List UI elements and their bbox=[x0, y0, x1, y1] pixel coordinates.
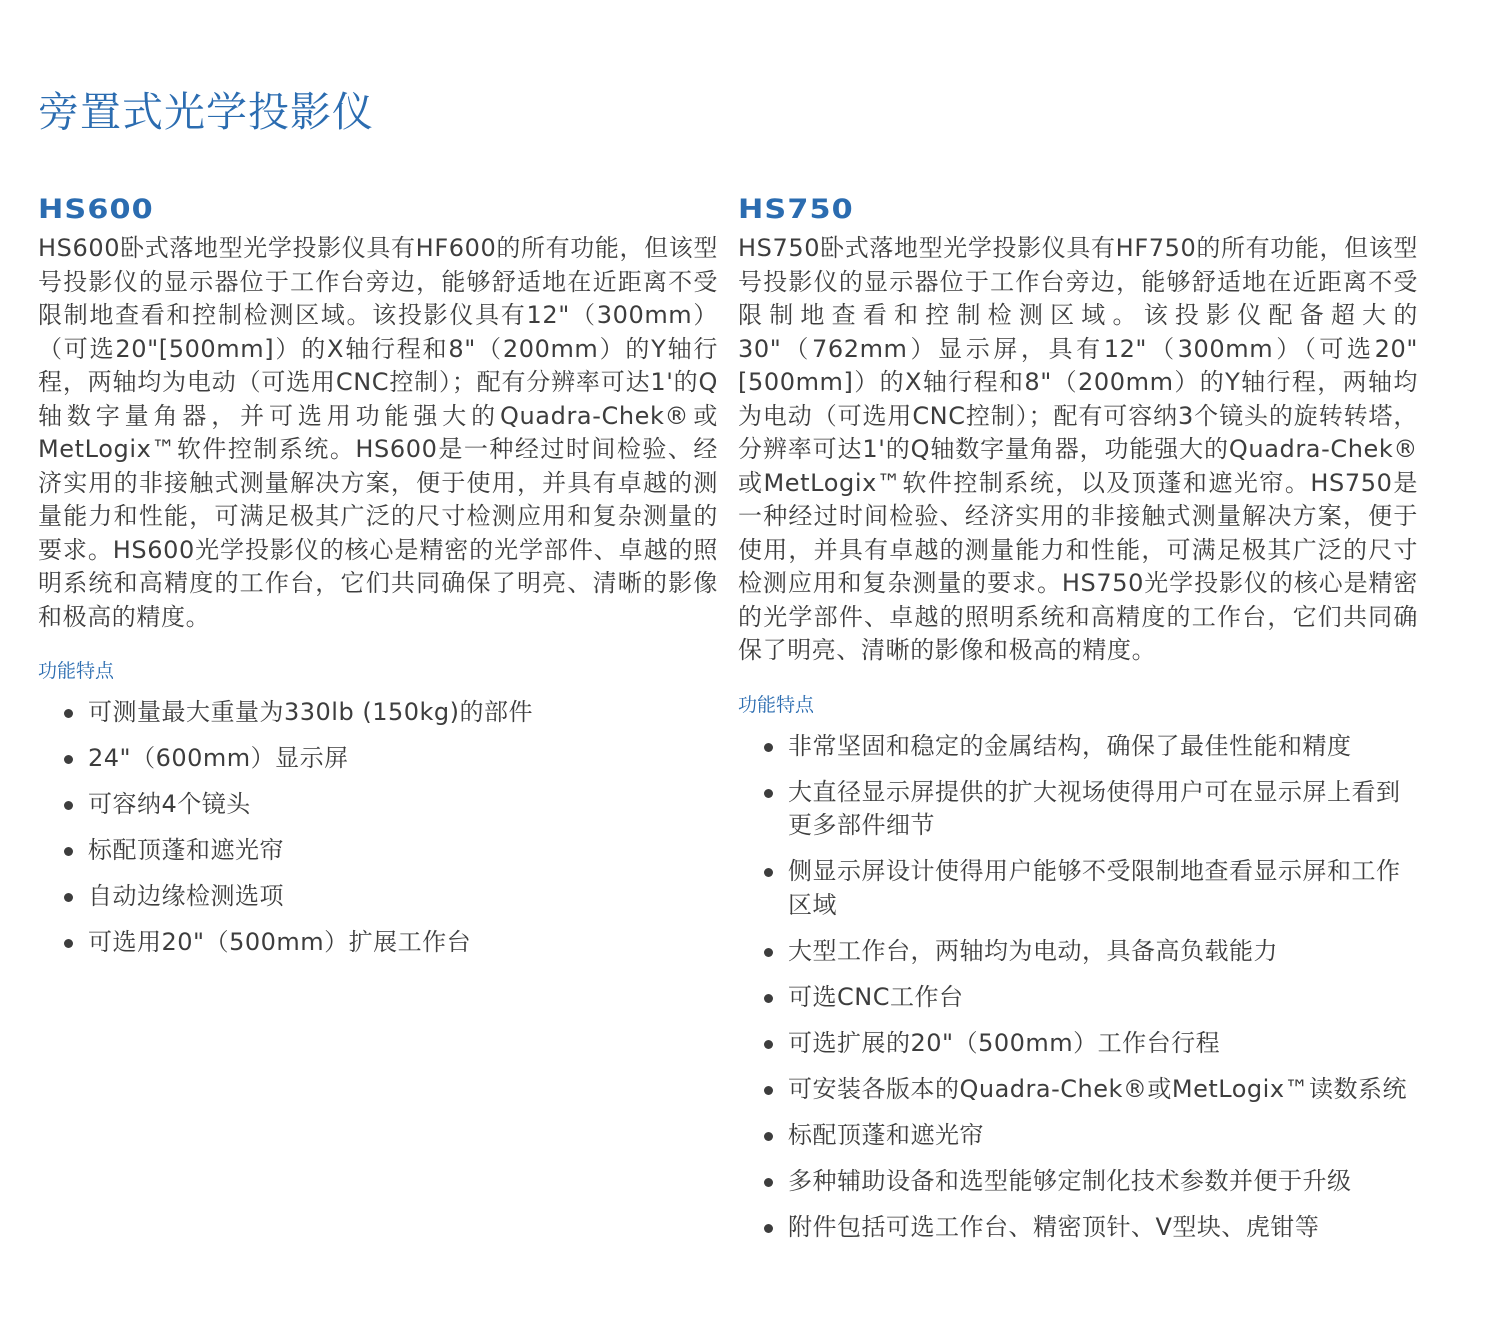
hs750-feature-item bbox=[738, 1119, 1418, 1153]
hs600-feature-item bbox=[38, 834, 718, 868]
bullet-dot-icon bbox=[764, 994, 773, 1003]
hs750-description: HS750卧式落地型光学投影仪具有HF750的所有功能，但该型号投影仪的显示器位于工作台旁边，能够舒适地在近距离不受限制地查看和控制检测区域。该投影仪配备超大的30"（762mm）显示屏，具有12"（300mm）（可选20"[500mm]）的X轴行程和8"（200mm）的Y轴行程，两轴均为电动（可选用CNC控制）；配有可容纳3个镜头的旋转转塔，分辨率可达1'的Q轴数字量角器，功能强大的Quadra-Chek®或MetLogix™软件控制系统，以及顶蓬和遮光帘。HS750是一种经过时间检验、经济实用的非接触式测量解决方案，便于使用，并具有卓越的测量能力和性能，可满足极其广泛的尺寸检测应用和复杂测量的要求。HS750光学投影仪的核心是精密的光学部件、卓越的照明系统和高精度的工作台，它们共同确保了明亮、清晰的影像和极高的精度。 bbox=[738, 234, 1418, 664]
hs600-section bbox=[38, 192, 718, 972]
hs750-feature-item bbox=[738, 935, 1418, 969]
hs600-feature-item bbox=[38, 696, 718, 730]
hs750-feature-item bbox=[738, 981, 1418, 1015]
hs600-feature-item bbox=[38, 926, 718, 960]
hs750-feature-item bbox=[738, 1027, 1418, 1061]
hs750-features-label: 功能特点 bbox=[738, 693, 815, 716]
hs600-description: HS600卧式落地型光学投影仪具有HF600的所有功能，但该型号投影仪的显示器位于工作台旁边，能够舒适地在近距离不受限制地查看和控制检测区域。该投影仪具有12"（300mm）（可选20"[500mm]）的X轴行程和8"（200mm）的Y轴行程，两轴均为电动（可选用CNC控制）；配有分辨率可达1'的Q轴数字量角器，并可选用功能强大的Quadra-Chek®或MetLogix™软件控制系统。HS600是一种经过时间检验、经济实用的非接触式测量解决方案，便于使用，并具有卓越的测量能力和性能，可满足极其广泛的尺寸检测应用和复杂测量的要求。HS600光学投影仪的核心是精密的光学部件、卓越的照明系统和高精度的工作台，它们共同确保了明亮、清晰的影像和极高的精度。 bbox=[38, 234, 718, 631]
bullet-dot-icon bbox=[764, 1224, 773, 1233]
hs750-section bbox=[738, 192, 1418, 1257]
hs600-features-label: 功能特点 bbox=[38, 660, 115, 682]
bullet-dot-icon bbox=[64, 755, 73, 764]
feature-text: 可安装各版本的Quadra-Chek®或MetLogix™读数系统 bbox=[788, 1074, 1408, 1103]
feature-text: 可容纳4个镜头 bbox=[88, 790, 251, 818]
bullet-dot-icon bbox=[64, 847, 73, 856]
hs750-feature-item bbox=[738, 776, 1418, 843]
bullet-dot-icon bbox=[764, 1086, 773, 1095]
hs600-feature-item bbox=[38, 880, 718, 914]
hs750-feature-item bbox=[738, 1165, 1418, 1199]
hs750-feature-item bbox=[738, 730, 1418, 764]
feature-text: 大型工作台，两轴均为电动，具备高负载能力 bbox=[788, 936, 1278, 965]
bullet-dot-icon bbox=[764, 789, 773, 798]
page-title: 旁置式光学投影仪 bbox=[38, 88, 374, 136]
bullet-dot-icon bbox=[64, 893, 73, 902]
feature-text: 自动边缘检测选项 bbox=[88, 882, 284, 910]
feature-text: 标配顶蓬和遮光帘 bbox=[788, 1120, 984, 1149]
feature-text: 可选扩展的20"（500mm）工作台行程 bbox=[788, 1028, 1221, 1057]
bullet-dot-icon bbox=[64, 801, 73, 810]
hs750-feature-list bbox=[738, 730, 1418, 1245]
bullet-dot-icon bbox=[764, 868, 773, 877]
feature-text: 侧显示屏设计使得用户能够不受限制地查看显示屏和工作区域 bbox=[788, 857, 1401, 919]
feature-text: 附件包括可选工作台、精密顶针、V型块、虎钳等 bbox=[788, 1212, 1320, 1241]
hs750-model-title: HS750 bbox=[738, 194, 854, 225]
hs750-feature-item bbox=[738, 855, 1418, 922]
hs750-feature-item bbox=[738, 1211, 1418, 1245]
hs600-model-title: HS600 bbox=[38, 194, 154, 225]
bullet-dot-icon bbox=[764, 1178, 773, 1187]
bullet-dot-icon bbox=[764, 743, 773, 752]
feature-text: 标配顶蓬和遮光帘 bbox=[88, 836, 284, 864]
feature-text: 24"（600mm）显示屏 bbox=[88, 744, 349, 772]
hs600-feature-list bbox=[38, 696, 718, 960]
bullet-dot-icon bbox=[764, 1132, 773, 1141]
feature-text: 大直径显示屏提供的扩大视场使得用户可在显示屏上看到更多部件细节 bbox=[788, 777, 1401, 839]
bullet-dot-icon bbox=[764, 948, 773, 957]
bullet-dot-icon bbox=[764, 1040, 773, 1049]
feature-text: 可选用20"（500mm）扩展工作台 bbox=[88, 928, 472, 956]
bullet-dot-icon bbox=[64, 939, 73, 948]
feature-text: 非常坚固和稳定的金属结构，确保了最佳性能和精度 bbox=[788, 731, 1352, 760]
hs600-feature-item bbox=[38, 742, 718, 776]
hs600-feature-item bbox=[38, 788, 718, 822]
hs750-feature-item bbox=[738, 1073, 1418, 1107]
feature-text: 可选CNC工作台 bbox=[788, 982, 964, 1011]
bullet-dot-icon bbox=[64, 709, 73, 718]
feature-text: 多种辅助设备和选型能够定制化技术参数并便于升级 bbox=[788, 1166, 1352, 1195]
feature-text: 可测量最大重量为330lb (150kg)的部件 bbox=[88, 698, 534, 726]
